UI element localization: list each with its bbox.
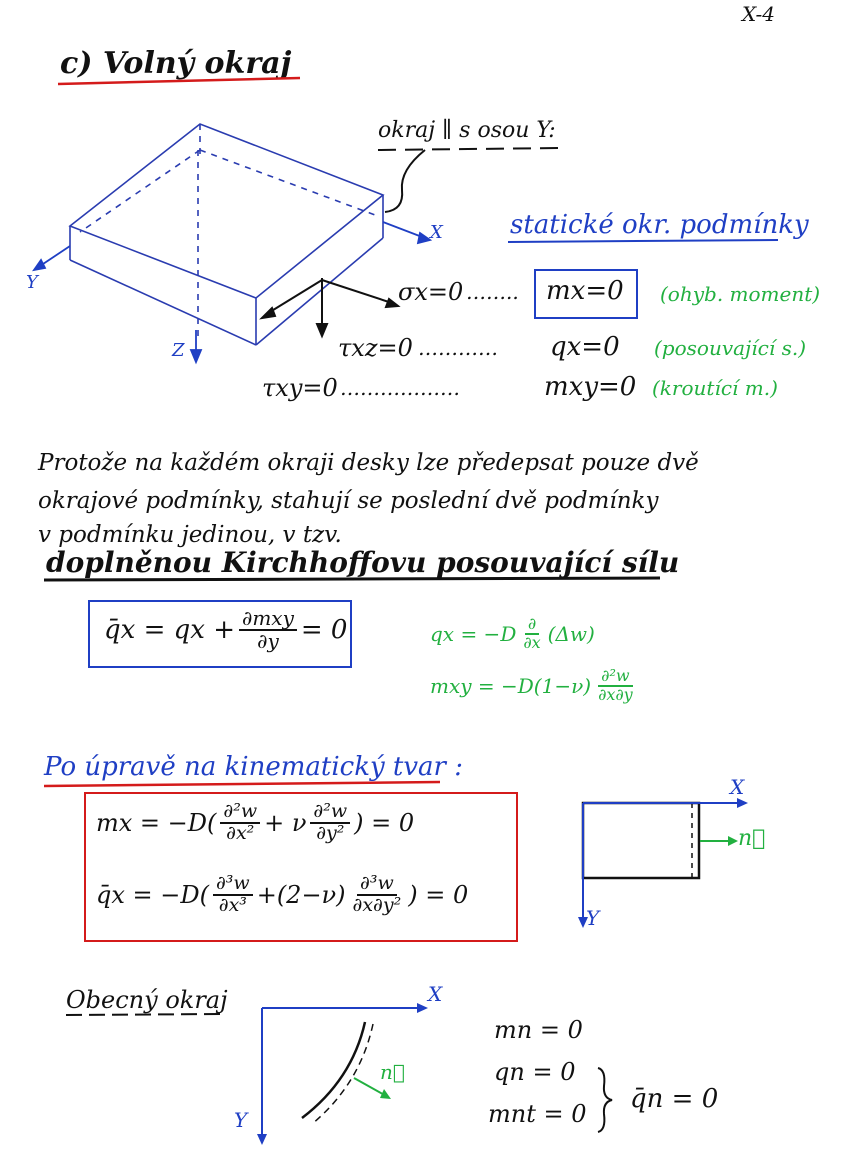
eq2-f2-num: ∂³w	[357, 874, 397, 896]
rect-diagram	[578, 798, 748, 928]
eq2-rhs: ) = 0	[408, 880, 469, 909]
eq2-lhs: q̄x = −D(	[96, 880, 209, 909]
eq1-f2-den: ∂y²	[316, 821, 345, 844]
general-cond-mnt: mnt = 0	[488, 1100, 587, 1128]
green-qx-num: ∂	[525, 616, 539, 635]
paragraph-line2: okrajové podmínky, stahují se poslední dvě podmínky	[38, 488, 659, 514]
page-number: X-4	[742, 2, 776, 26]
edge-note-underline	[378, 148, 562, 150]
rect-normal-label: n⃗	[738, 826, 766, 851]
kinematic-title: Po úpravě na kinematický tvar :	[44, 752, 464, 782]
kirchhoff-lhs: q̄x = qx +	[104, 615, 235, 645]
kirchhoff-formula	[104, 608, 347, 652]
rect-x-label: X	[730, 775, 745, 799]
general-cond-mn: mn = 0	[494, 1016, 583, 1044]
cond-row2-right: qx=0	[550, 332, 620, 362]
heading-underline	[58, 78, 300, 84]
axis3d-y-label: Y	[26, 272, 38, 293]
edge-stress-arrows	[262, 278, 398, 336]
general-normal-label: n⃗	[380, 1060, 405, 1084]
green-mxy-num: ∂²w	[598, 668, 632, 687]
cond-row1-dots: ……..	[466, 280, 519, 304]
green-qx-tail: (Δw)	[547, 621, 595, 646]
plate-3d	[70, 124, 383, 345]
section-heading: c) Volný okraj	[60, 46, 292, 81]
kirchhoff-frac-den: ∂y	[257, 629, 279, 653]
edge-note: okraj ∥ s osou Y:	[378, 118, 556, 143]
green-mxy-fraction	[595, 668, 636, 704]
static-conditions-title: statické okr. podmínky	[510, 210, 809, 240]
green-mxy-den: ∂x∂y	[598, 684, 633, 704]
kirchhoff-rhs: = 0	[300, 615, 348, 645]
green-qx-lhs: qx = −D	[430, 621, 517, 646]
eq1-f1-num: ∂²w	[220, 802, 260, 824]
green-qx-formula	[430, 616, 595, 652]
axis3d-z-label: Z	[172, 340, 185, 361]
eq2-mid: +(2−ν)	[256, 880, 346, 909]
green-qx-den: ∂x	[523, 632, 541, 652]
edge-leader	[385, 150, 425, 212]
kirchhoff-formula-box	[88, 600, 352, 668]
eq2-f2-den: ∂x∂y²	[352, 893, 402, 916]
paragraph-line3: v podmínku jedinou, v tzv.	[38, 522, 342, 548]
cond-row3-note: (kroutící m.)	[652, 376, 778, 400]
eq2-f1-num: ∂³w	[213, 874, 253, 896]
general-x-label: X	[428, 982, 443, 1006]
eq1-lhs: mx = −D(	[96, 808, 217, 837]
general-edge-underline	[66, 1014, 224, 1015]
eq2-f1-den: ∂x³	[218, 893, 247, 916]
static-title-underline	[508, 240, 778, 242]
axis3d-x-label: X	[430, 222, 443, 243]
general-result: q̄n = 0	[630, 1084, 719, 1114]
kinematic-eq1	[96, 802, 414, 844]
cond-row3-dots: ………………	[340, 376, 460, 400]
eq2-fraction2	[350, 874, 405, 916]
cond-row1-note: (ohyb. moment)	[660, 282, 821, 306]
kinematic-underline	[44, 782, 440, 786]
green-qx-fraction	[520, 616, 543, 652]
eq2-fraction1	[213, 874, 253, 916]
cond-row1-left: σx=0	[398, 278, 464, 306]
kirchhoff-frac-num: ∂mxy	[239, 608, 297, 631]
eq1-rhs: ) = 0	[354, 808, 415, 837]
cond-row2-dots: …………	[418, 336, 498, 360]
kinematic-formula-box	[84, 792, 518, 942]
general-cond-qn: qn = 0	[494, 1058, 576, 1086]
cond-row3-right: mxy=0	[544, 372, 637, 402]
eq1-mid: + ν	[264, 808, 307, 837]
cond-row2-note: (posouvající s.)	[654, 336, 807, 360]
eq1-fraction1	[220, 802, 260, 844]
eq1-fraction2	[310, 802, 350, 844]
kirchhoff-fraction	[239, 608, 297, 652]
cond-row3-left: τxy=0	[262, 374, 338, 402]
green-mxy-lhs: mxy = −D(1−ν)	[430, 673, 592, 698]
eq1-f1-den: ∂x²	[226, 821, 255, 844]
paragraph-line1: Protože na každém okraji desky lze předepsat pouze dvě	[38, 450, 699, 476]
cond-row1-right: mx=0	[546, 276, 624, 306]
general-edge-title: Obecný okraj	[66, 986, 228, 1014]
kinematic-eq2	[96, 874, 468, 916]
cond-row2-left: τxz=0	[338, 334, 413, 362]
rect-y-label: Y	[586, 906, 600, 930]
general-y-label: Y	[234, 1108, 248, 1132]
green-mxy-formula	[430, 668, 636, 704]
eq1-f2-num: ∂²w	[310, 802, 350, 824]
kirchhoff-title: doplněnou Kirchhoffovu posouvající sílu	[46, 546, 680, 579]
